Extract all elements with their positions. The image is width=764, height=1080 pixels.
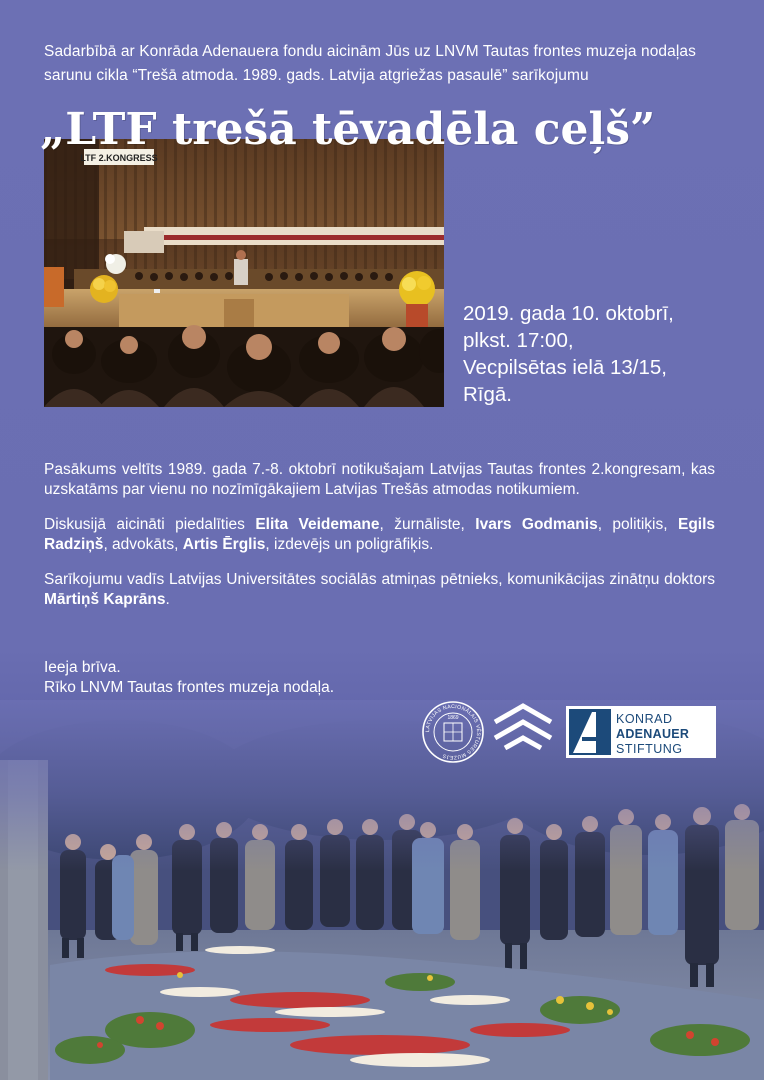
event-details xyxy=(463,300,753,408)
participant-role: , advokāts, xyxy=(103,535,183,553)
moderator-lead: Sarīkojumu vadīs Latvijas Universitātes sociālās atmiņas pētnieks, komunikācijas zinātņu doktors xyxy=(44,571,715,588)
intro-text: Sadarbībā ar Konrāda Adenauera fondu aicinām Jūs uz LNVM Tautas frontes muzeja nodaļas sarunu cikla “Trešā atmoda. 1989. gads. Latvija atgriežas pasaulē” sarīkojumu xyxy=(44,43,696,84)
event-city: Rīgā. xyxy=(463,383,512,406)
congress-photo xyxy=(44,139,444,407)
participant-name: Egils Radziņš xyxy=(44,516,716,553)
event-address: Vecpilsētas ielā 13/15, xyxy=(463,356,667,379)
closing-text xyxy=(44,658,544,697)
participant-name: Artis Ērglis xyxy=(182,535,266,553)
moderator-end: . xyxy=(165,590,170,608)
body-text xyxy=(44,460,715,625)
logos-svg xyxy=(420,700,720,764)
kas-line3: STIFTUNG xyxy=(616,742,683,756)
participant-role: , politiķis, xyxy=(597,516,678,533)
organizer-note: Rīko LNVM Tautas frontes muzeja nodaļa. xyxy=(44,678,335,696)
ltf-emblem-icon xyxy=(495,706,551,748)
konrad-adenauer-stiftung-logo xyxy=(566,706,716,758)
moderator-name: Mārtiņš Kaprāns xyxy=(44,590,166,608)
description-paragraph: Pasākums veltīts 1989. gada 7.-8. oktobrī notikušajam Latvijas Tautas frontes 2.kongresam, kas uzskatāms par vienu no nozīmīgākajiem Latvijas Trešās atmodas notikumiem. xyxy=(44,461,715,498)
kas-line2: ADENAUER xyxy=(616,727,690,741)
event-time: plkst. 17:00, xyxy=(463,329,574,352)
congress-sign: LTF 2.KONGRESS xyxy=(80,153,158,163)
seal-ring-text: LATVIJAS NACIONĀLAIS VĒSTURES MUZEJS xyxy=(424,703,482,761)
poster-title: „LTF trešā tēvadēla ceļš” xyxy=(40,104,656,155)
entry-note: Ieeja brīva. xyxy=(44,659,121,676)
kas-line1: KONRAD xyxy=(616,712,673,726)
logos xyxy=(420,700,720,764)
participant-name: Ivars Godmanis xyxy=(475,516,598,533)
participant-role: , žurnāliste, xyxy=(379,516,476,533)
event-date: 2019. gada 10. oktobrī, xyxy=(463,302,674,325)
congress-photo-svg xyxy=(44,139,444,407)
seal-year: 1869 xyxy=(447,715,459,721)
participant-role: , izdevējs un poligrāfiķis. xyxy=(265,535,434,553)
participant-name: Elita Veidemane xyxy=(255,516,380,533)
moderator-paragraph xyxy=(44,570,715,609)
museum-seal-icon xyxy=(423,702,483,762)
discussion-paragraph xyxy=(44,515,715,554)
discussion-lead: Diskusijā aicināti piedalīties xyxy=(44,516,256,533)
